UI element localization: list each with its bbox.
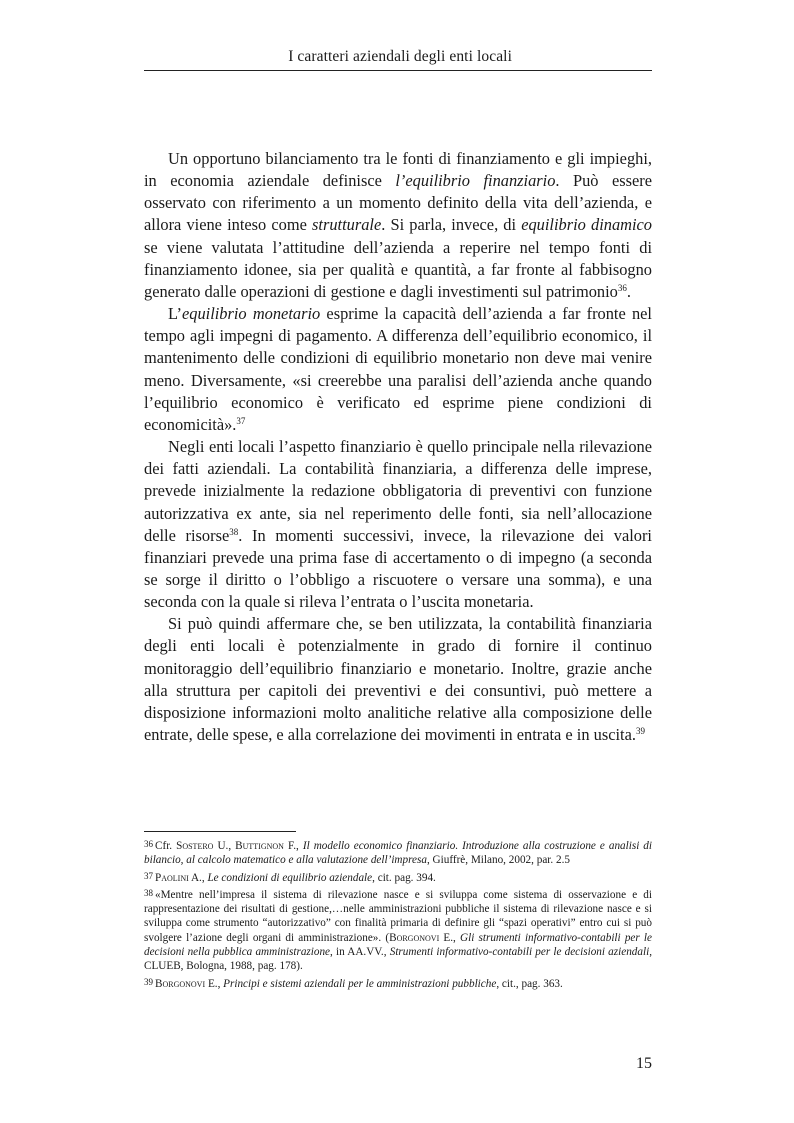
paragraph-equilibrio-finanziario: Un opportuno bilanciamento tra le fonti di finanziamento e gli impieghi, in economia aziendale definisce l’equilibrio finanziario. Può essere osservato con riferimento a un momento definito della vita dell’azienda, e allora viene inteso come strutturale. Si parla, invece, di equilibrio dinamico se viene valutata l’attitudine dell’azienda a reperire nel tempo fonti di finanziamento idonee, sia per qualità e quantità, a far fronte al fabbisogno generato dalle operazioni di gestione e dagli investimenti sul patrimonio$^{36}$. [144, 149, 652, 301]
footnote-ref-38[interactable]: 38 [229, 526, 239, 537]
footnote-ref-36[interactable]: 36 [617, 283, 627, 294]
page-number: 15 [636, 1055, 652, 1072]
body-text [144, 148, 652, 746]
footnotes [144, 837, 652, 992]
footnote-38: 38 «Mentre nell’impresa il sistema di rilevazione nasce e si sviluppa come sistema di osservazione e di rappresentazione dei risultati di gestione,…nelle amministrazioni pubbliche il sistema di rilevazione nasce e si sviluppa come strumento “autorizzativo” con finalità primaria di definire gli “spazi operativi” entro cui si può svolgere l’azione degli organi di amministrazione». (Borgonovi E., Gli strumenti informativo-contabili per le decisioni nella pubblica amministrazione, in AA.VV., Strumenti informativo-contabili per le decisioni aziendali, CLUEB, Bologna, 1988, pag. 178). [144, 888, 653, 973]
paragraph-contabilita-finanziaria: Si può quindi affermare che, se ben utilizzata, la contabilità finanziaria degli enti locali è potenzialmente in grado di fornire il continuo monitoraggio dell’equilibrio finanziario e monetario. Inoltre, grazie anche alla struttura per capitoli dei preventivi e dei consuntivi, può mettere a disposizione informazioni molto analitiche relative alla composizione delle entrate, delle spese, e alla correlazione dei movimenti in entrata e in uscita.$^{39}$ [144, 614, 652, 745]
running-header [144, 44, 652, 71]
footnote-separator [144, 831, 296, 832]
footnote-ref-39[interactable]: 39 [635, 726, 645, 737]
footnote-39: 39 Borgonovi E., Principi e sistemi aziendali per le amministrazioni pubbliche, cit., pag. 363. [144, 976, 563, 990]
footnote-36: 36 Cfr. Sostero U., Buttignon F., Il modello economico finanziario. Introduzione alla costruzione e analisi di bilancio, al calcolo matematico e alla valutazione dell’impresa, Giuffrè, Milano, 2002, par. 2.5 [144, 839, 653, 866]
footnote-ref-37[interactable]: 37 [236, 416, 246, 427]
footnote-37: 37 Paolini A., Le condizioni di equilibrio aziendale, cit. pag. 394. [144, 870, 436, 884]
paragraph-enti-locali: Negli enti locali l’aspetto finanziario è quello principale nella rilevazione dei fatti aziendali. La contabilità finanziaria, a differenza delle imprese, prevede inizialmente la redazione obbligatoria di preventivi con funzione autorizzativa ex ante, sia nel reperimento delle fonti, sia nell’allocazione delle risorse$^{38}$. In momenti successivi, invece, la rilevazione dei valori finanziari prevede una prima fase di accertamento o di impegno (a seconda se sorge il diritto o l’obbligo a riscuotere o versare una somma), e una seconda con la quale si rileva l’entrata o l’uscita monetaria. [144, 437, 652, 612]
running-header-title: I caratteri aziendali degli enti locali [288, 48, 512, 65]
paragraph-equilibrio-monetario: L’equilibrio monetario esprime la capacità dell’azienda a far fronte nel tempo agli impegni di pagamento. A differenza dell’equilibrio economico, il mantenimento delle condizioni di equilibrio monetario non deve mai venire meno. Diversamente, «si creerebbe una paralisi dell’azienda anche quando l’equilibrio economico è verificato ed esprime piene condizioni di economicità».$^{37}$ [144, 304, 652, 434]
